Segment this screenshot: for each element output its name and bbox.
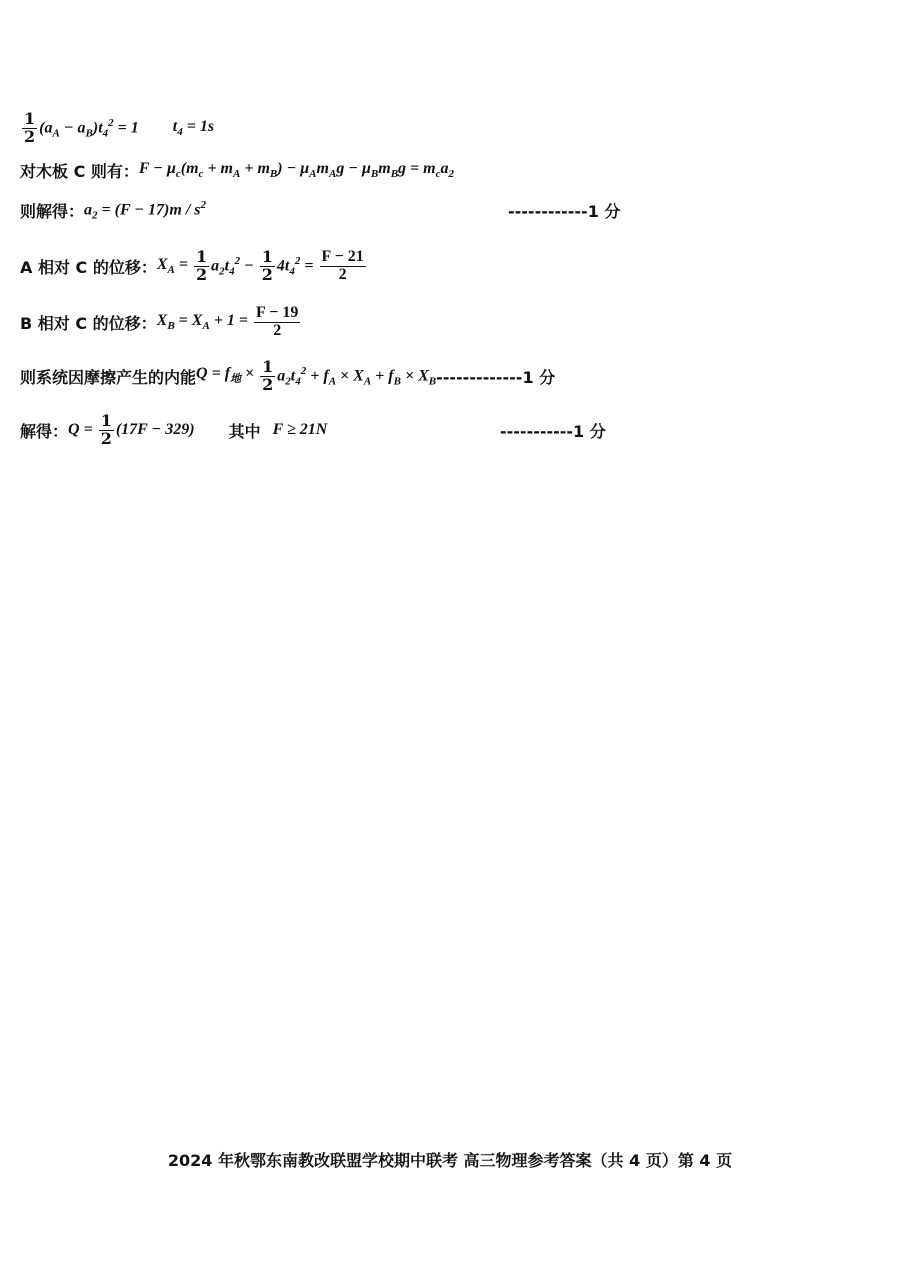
eq7-expr: (17F − 329) [115, 421, 195, 438]
eq7-label: 解得： [20, 421, 69, 441]
score-mark-3: -----------1 分 [500, 422, 606, 441]
equation-board-c [20, 148, 454, 192]
equation-xa: A 相对 C 的位移： $X_A$ = $\frac{1}{2}$ $a_2t_4^2$ − $\frac{1}{2}$ $4t_4^2$ = $\frac{F - 21}{2}$ [20, 246, 364, 284]
eq3-expr: $a_2 = (F - 17)m / s^2$ [84, 198, 206, 222]
eq7-condition-label: 其中 [228, 421, 261, 441]
score-mark-1: ------------1 分 [508, 202, 621, 221]
fraction-half: $\frac{1}{2}$ [24, 108, 36, 146]
equation-relative-displacement [20, 106, 214, 150]
xa-result: $\frac{F - 21}{2}$ [321, 247, 364, 283]
eq5-label: B 相对 C 的位移： [20, 313, 157, 333]
xb-result: $\frac{F - 19}{2}$ [256, 303, 299, 339]
equation-result: 解得： Q = $\frac{1}{2}$ (17F − 329) 其中 F ≥ 21N [20, 410, 328, 448]
eq6-label: 则系统因摩擦产生的内能 [20, 367, 197, 387]
eq3-label: 则解得： [20, 201, 85, 221]
eq7-condition: F ≥ 21N [272, 421, 328, 438]
equation-a2 [20, 188, 206, 232]
eq2-label: 对木板 C 则有： [20, 161, 139, 181]
eq4-label: A 相对 C 的位移： [20, 257, 157, 277]
equation-xb: B 相对 C 的位移： $X_B = X_A + 1$ = $\frac{F - 19}{2}$ [20, 303, 299, 339]
equation-heat: 则系统因摩擦产生的内能 $Q = f_地$ × $\frac{1}{2}$ $a_2t_4^2 + f_A \times X_A + f_B \times X_B$ -------------1 分 [20, 356, 556, 394]
score-mark-2: -------------1 分 [436, 367, 556, 387]
eq1-lhs: $(a_A - a_B)t_4^2 = 1$ [39, 116, 139, 140]
eq1-t4: $t_4 = 1s$ [172, 117, 215, 139]
page-footer: 2024 年秋鄂东南教改联盟学校期中联考 高三物理参考答案（共 4 页）第 4 页 [167, 1151, 733, 1170]
eq2-expr: $F - \mu_c(m_c + m_A + m_B) - \mu_Am_Ag - \mu_Bm_Bg = m_ca_2$ [138, 159, 454, 181]
